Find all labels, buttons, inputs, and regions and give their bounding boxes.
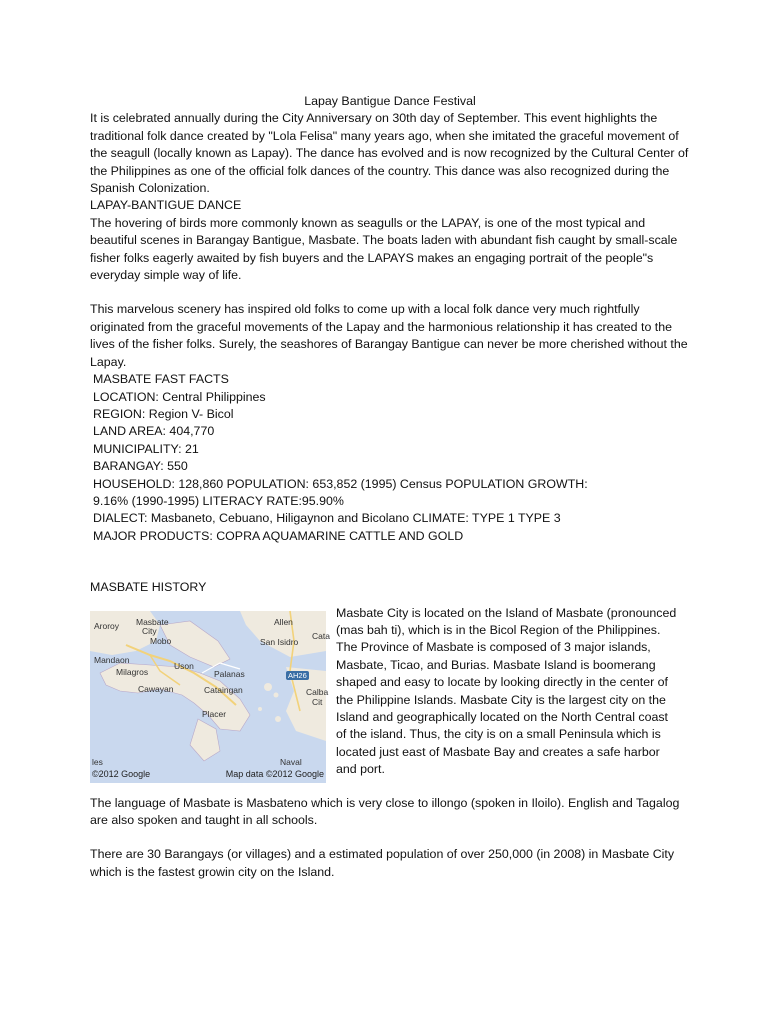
language-paragraph: The language of Masbate is Masbateno which is very close to illongo (spoken in Iloilo). English and Tagalog are also spoken and taught in all schools.	[90, 795, 680, 827]
map-label-masbate: Masbate	[136, 616, 169, 627]
fast-facts-heading: MASBATE FAST FACTS	[93, 372, 229, 387]
map-label-allen: Allen	[274, 616, 293, 627]
map-copyright-left: ©2012 Google	[92, 768, 151, 779]
map-label-naval: Naval	[280, 756, 302, 767]
fact-household-population: HOUSEHOLD: 128,860 POPULATION: 653,852 (1995) Census POPULATION GROWTH:	[93, 476, 588, 491]
map-highway-badge: AH26	[288, 670, 307, 680]
map-label-milagros: Milagros	[116, 666, 149, 677]
map-label-cit: Cit	[312, 696, 323, 707]
lapay-paragraph-1: The hovering of birds more commonly known as seagulls or the LAPAY, is one of the most typical and beautiful scenes in Barangay Bantigue, Masbate. The boats laden with abundant fish caught by small-scale fisher folks eagerly awaited by fish buyers and the LAPAYS makes an engaging portrait of the people"s everyday simple way of life.	[90, 215, 678, 283]
lapay-bantigue-heading: LAPAY-BANTIGUE DANCE	[90, 198, 242, 213]
document-page	[90, 93, 690, 881]
map-label-cata: Cata	[312, 630, 330, 641]
map-label-cawayan: Cawayan	[138, 683, 174, 694]
document-title: Lapay Bantigue Dance Festival	[304, 94, 476, 108]
history-heading: MASBATE HISTORY	[90, 580, 207, 595]
fact-barangay: BARANGAY: 550	[93, 459, 188, 474]
lapay-paragraph-2: This marvelous scenery has inspired old folks to come up with a local folk dance very much rightfully originated from the graceful movements of the Lapay and the harmonious relationship it has created to the lives of the fisher folks. Surely, the seashores of Barangay Bantigue can never be more cherished without the Lapay.	[90, 302, 688, 369]
barangays-paragraph: There are 30 Barangays (or villages) and a estimated population of over 250,000 (in 2008) in Masbate City which is the fastest growin city on the Island.	[90, 847, 675, 879]
intro-paragraph: It is celebrated annually during the City Anniversary on 30th day of September. This event highlights the traditional folk dance created by "Lola Felisa" many years ago, when she imitated the graceful movement of the seagull (locally known as Lapay). The dance has evolved and is now recognized by the Cultural Center of the Philippines as one of the official folk dances of the country. This dance was also recognized during the Spanish Colonization.	[90, 111, 689, 196]
fact-municipality: MUNICIPALITY: 21	[93, 441, 199, 456]
fact-land-area: LAND AREA: 404,770	[93, 424, 215, 439]
map-label-city: City	[142, 625, 157, 636]
map-label-mandaon: Mandaon	[94, 654, 130, 665]
map-label-palanas: Palanas	[214, 668, 245, 679]
map-label-uson: Uson	[174, 660, 194, 671]
fact-growth-literacy: 9.16% (1990-1995) LITERACY RATE:95.90%	[93, 493, 344, 508]
history-section	[90, 605, 690, 783]
map-label-aroroy: Aroroy	[94, 620, 120, 631]
map-label-san-isidro: San Isidro	[260, 636, 299, 647]
fact-major-products: MAJOR PRODUCTS: COPRA AQUAMARINE CATTLE AND GOLD	[93, 528, 464, 543]
masbate-map	[90, 611, 330, 783]
map-copyright-right: Map data ©2012 Google	[225, 768, 324, 779]
map-label-placer: Placer	[202, 708, 227, 719]
map-label-les: les	[92, 756, 103, 767]
fast-facts-list	[90, 371, 690, 545]
fact-location: LOCATION: Central Philippines	[93, 389, 266, 404]
fact-dialect-climate: DIALECT: Masbaneto, Cebuano, Hiligaynon and Bicolano CLIMATE: TYPE 1 TYPE 3	[93, 511, 561, 526]
map-label-calba: Calba	[306, 686, 329, 697]
map-label-cataingan: Cataingan	[204, 684, 243, 695]
fact-region: REGION: Region V- Bicol	[93, 406, 234, 421]
history-paragraph: Masbate City is located on the Island of Masbate (pronounced (mas bah ti), which is in the Bicol Region of the Philippines. The Province of Masbate is composed of 3 major islands, Masbate, Ticao, and Burias. Masbate Island is boomerang shaped and easy to locate by looking directly in the center of the Philippine Islands. Masbate City is the largest city on the Island and geographically located on the North Central coast of the island. Thus, the city is on a small Peninsula which is located just east of Masbate Bay and creates a safe harbor and port.	[336, 605, 677, 777]
map-label-mobo: Mobo	[150, 635, 172, 646]
